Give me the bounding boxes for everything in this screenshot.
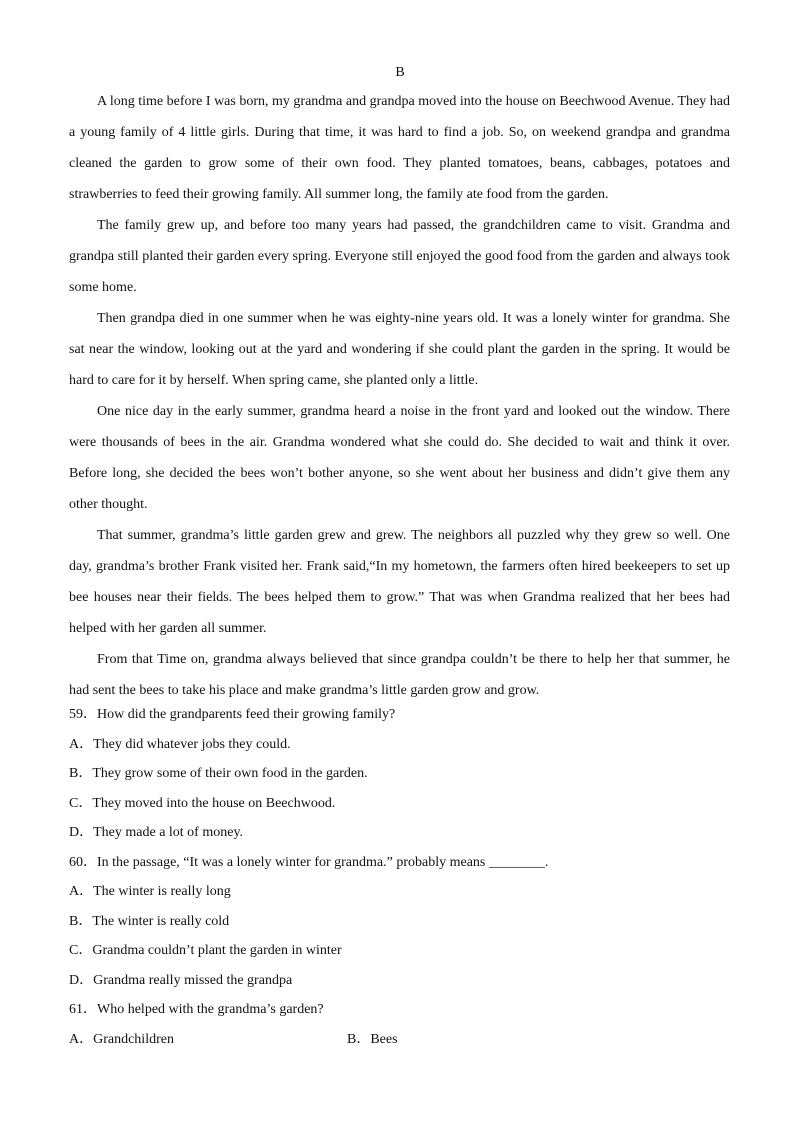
question-61: [69, 995, 730, 1054]
question-stem: 59．How did the grandparents feed their growing family?: [69, 707, 396, 722]
passage-paragraph-3: Then grandpa died in one summer when he was eighty-nine years old. It was a lonely winter for grandma. She sat near the window, looking out at the yard and wondering if she could plant the garden in the spring. It would be hard to care for it by herself. When spring came, she planted only a little.: [69, 311, 730, 388]
reading-passage: [69, 86, 730, 706]
section-heading: B: [395, 65, 405, 80]
question-stem: 60．In the passage, “It was a lonely winter for grandma.” probably means ________.: [69, 854, 549, 870]
passage-paragraph-1: A long time before I was born, my grandma and grandpa moved into the house on Beechwood Avenue. They had a young family of 4 little girls. During that time, it was hard to find a job. So, on weekend grandpa and grandma cleaned the garden to grow some of their own food. They planted tomatoes, beans, cabbages, potatoes and strawberries to feed their growing family. All summer long, the family ate food from the garden.: [69, 94, 730, 202]
question-stem: 61．Who helped with the grandma’s garden?: [69, 1002, 324, 1017]
option-a: A．The winter is really long: [69, 884, 231, 899]
passage-paragraph-4: One nice day in the early summer, grandma heard a noise in the front yard and looked out the window. There were thousands of bees in the air. Grandma wondered what she could do. She decided to wait and think it over. Before long, she decided the bees won’t bother anyone, so she went about her business and didn’t give them any other thought.: [69, 404, 730, 512]
option-a: A．They did whatever jobs they could.: [69, 736, 291, 752]
option-row: [69, 1025, 730, 1055]
option-b: B．The winter is really cold: [69, 913, 230, 929]
passage-paragraph-5: That summer, grandma’s little garden grew and grew. The neighbors all puzzled why they grew so well. One day, grandma’s brother Frank visited her. Frank said,“In my hometown, the farmers often hired beekeepers to set up bee houses near their fields. The bees helped them to grow.” That was when Grandma realized that her bees had helped with her garden all summer.: [69, 528, 730, 636]
question-list: [69, 700, 730, 1054]
option-b: B．They grow some of their own food in the garden.: [69, 766, 368, 781]
question-59: [69, 700, 730, 848]
passage-paragraph-6: From that Time on, grandma always believed that since grandpa couldn’t be there to help her that summer, he had sent the bees to take his place and make grandma’s little garden grow and grow.: [69, 652, 730, 698]
option-c: C．They moved into the house on Beechwood.: [69, 795, 336, 811]
option-a: A．Grandchildren: [69, 1031, 174, 1047]
question-60: [69, 848, 730, 996]
passage-paragraph-2: The family grew up, and before too many years had passed, the grandchildren came to visit. Grandma and grandpa still planted their garden every spring. Everyone still enjoyed the good food from the garden and always took some home.: [69, 218, 730, 295]
option-d: D．They made a lot of money.: [69, 825, 244, 840]
option-c: C．Grandma couldn’t plant the garden in winter: [69, 943, 342, 958]
option-d: D．Grandma really missed the grandpa: [69, 972, 293, 988]
option-b: B．Bees: [347, 1031, 398, 1047]
